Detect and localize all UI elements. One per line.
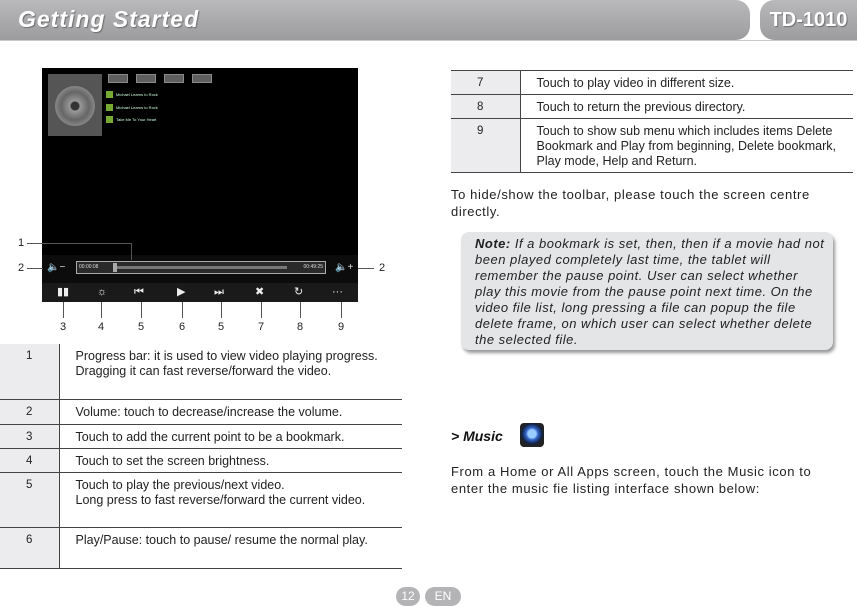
row-description: Touch to set the screen brightness. xyxy=(59,448,402,472)
album-art xyxy=(48,74,102,136)
table-row xyxy=(0,448,402,472)
more-icon: ··· xyxy=(332,286,343,298)
callout-9: 9 xyxy=(338,321,345,333)
row-number: 5 xyxy=(0,472,59,527)
row-description: Play/Pause: touch to pause/ resume the normal play. xyxy=(59,527,402,568)
progress-area xyxy=(42,255,358,283)
list-item: Take Me To Your Heart xyxy=(106,115,286,124)
table-row xyxy=(0,399,402,424)
list-item: Michael Learns to Rock xyxy=(106,103,286,112)
row-number: 7 xyxy=(451,71,520,95)
leader-line-6 xyxy=(182,302,183,318)
row-number: 6 xyxy=(0,527,59,568)
elapsed-time: 00:00:08 xyxy=(79,264,99,270)
table-row xyxy=(0,472,402,527)
row-description: Progress bar: it is used to view video playing progress. Dragging it can fast reverse/forward the video. xyxy=(59,344,402,399)
list-tool-icon xyxy=(108,74,128,83)
callout-8: 8 xyxy=(297,321,304,333)
note-text xyxy=(475,236,827,348)
leader-line-1 xyxy=(27,243,131,244)
row-description: Touch to return the previous directory. xyxy=(520,95,853,119)
header-bar xyxy=(0,0,750,40)
row-description: Volume: touch to decrease/increase the volume. xyxy=(59,399,402,424)
row-number: 9 xyxy=(451,119,520,173)
callout-5b: 5 xyxy=(218,321,225,333)
leader-line-8 xyxy=(300,302,301,318)
leader-line-2l xyxy=(27,268,43,269)
leader-line-5b xyxy=(221,302,222,318)
legend-table-left xyxy=(0,344,402,569)
file-icon xyxy=(106,116,113,123)
row-number: 1 xyxy=(0,344,59,399)
page-title: Getting Started xyxy=(18,6,200,32)
music-instruction: From a Home or All Apps screen, touch the Music icon to enter the music fie listing interface shown below: xyxy=(451,464,812,496)
play-icon: ▶ xyxy=(177,286,186,298)
row-description: Touch to play video in different size. xyxy=(520,71,853,95)
leader-line-5a xyxy=(141,302,142,318)
table-row xyxy=(451,95,853,119)
video-player-screenshot xyxy=(42,68,358,302)
size-toggle-icon: ✖ xyxy=(255,286,265,298)
volume-up-icon: 🔈+ xyxy=(335,262,354,273)
table-row xyxy=(0,344,402,399)
brightness-icon: ☼ xyxy=(97,286,108,298)
total-time: 00:49:25 xyxy=(303,264,323,270)
row-number: 8 xyxy=(451,95,520,119)
table-row xyxy=(0,527,402,568)
music-heading: > Music xyxy=(451,428,503,444)
progress-knob xyxy=(113,263,117,272)
music-app-icon xyxy=(520,423,544,447)
callout-2-left: 2 xyxy=(18,262,25,274)
callout-1: 1 xyxy=(18,237,25,249)
progress-bar xyxy=(76,261,326,274)
page-number: 12 xyxy=(396,587,420,606)
table-row xyxy=(451,119,853,173)
option-tool-icon xyxy=(192,74,212,83)
row-description: Touch to play the previous/next video. Long press to fast reverse/forward the current video. xyxy=(59,472,402,527)
leader-line-3 xyxy=(63,302,64,318)
file-icon xyxy=(106,104,113,111)
volume-down-icon: 🔈− xyxy=(47,262,66,273)
legend-table-right xyxy=(451,70,853,173)
note-body: If a bookmark is set, then, then if a movie had not been played completely last time, the tablet will remember the pause point. User can select whether play this movie from the pause point next time. On the video file list, long pressing a file can popup the file delete frame, on which user can select whether delete the selected file. xyxy=(475,236,825,347)
leader-line-9 xyxy=(341,302,342,318)
language-badge: EN xyxy=(425,587,461,606)
callout-6: 6 xyxy=(179,321,186,333)
callout-2-right: 2 xyxy=(379,262,386,274)
table-row xyxy=(451,71,853,95)
model-badge: TD-1010 xyxy=(760,0,857,40)
return-icon: ↻ xyxy=(294,286,304,298)
row-description: Touch to add the current point to be a bookmark. xyxy=(59,424,402,448)
leader-line-2r xyxy=(358,268,374,269)
row-description: Touch to show sub menu which includes items Delete Bookmark and Play from beginning, Delete bookmark, Play mode, Help and Return. xyxy=(520,119,853,173)
disc-icon xyxy=(55,86,95,126)
file-icon xyxy=(106,91,113,98)
header-divider xyxy=(0,40,857,41)
note-label: Note: xyxy=(475,236,511,251)
row-number: 3 xyxy=(0,424,59,448)
leader-line-4 xyxy=(101,302,102,318)
shuffle-tool-icon xyxy=(136,74,156,83)
table-row xyxy=(0,424,402,448)
next-icon: ⏭ xyxy=(214,286,224,298)
leader-line-1b xyxy=(131,243,132,260)
toolbar-instruction: To hide/show the toolbar, please touch the screen centre directly. xyxy=(451,187,810,219)
previous-icon: ⏮ xyxy=(134,286,144,298)
callout-7: 7 xyxy=(258,321,265,333)
callout-4: 4 xyxy=(98,321,105,333)
callout-5a: 5 xyxy=(138,321,145,333)
note-box xyxy=(461,232,833,350)
repeat-tool-icon xyxy=(164,74,184,83)
list-item: Michael Learns to Rock xyxy=(106,90,286,99)
row-number: 2 xyxy=(0,399,59,424)
row-number: 4 xyxy=(0,448,59,472)
control-bar xyxy=(42,283,358,302)
leader-line-7 xyxy=(261,302,262,318)
bookmark-icon: ▮▮ xyxy=(57,286,70,298)
progress-track xyxy=(117,266,287,269)
callout-3: 3 xyxy=(60,321,67,333)
